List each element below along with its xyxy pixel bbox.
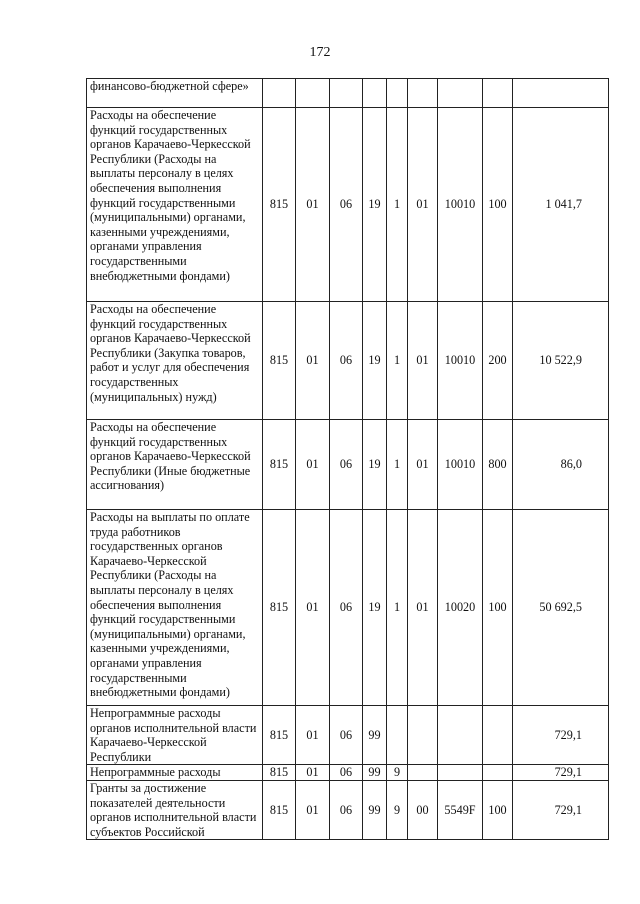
- code-cell-c2: 01: [296, 780, 330, 839]
- code-cell-c6: 01: [408, 420, 438, 510]
- code-cell-c3: 06: [330, 780, 363, 839]
- code-cell-c8: 100: [483, 108, 513, 302]
- code-cell-c4: 99: [363, 765, 387, 781]
- code-cell-c5: 1: [387, 108, 408, 302]
- table-row: [87, 79, 609, 108]
- code-cell-c2: 01: [296, 510, 330, 706]
- expense-name-cell: Расходы на обеспечение функций государственных органов Карачаево-Черкесской Республики (Расходы на выплаты персоналу в целях обеспечения выполнения функций государственными (муниципальными) органами, казенными учреждениями, органами управления государственными внебюджетными фондами): [87, 108, 263, 302]
- code-cell-c8: [483, 79, 513, 108]
- code-cell-c6: [408, 706, 438, 765]
- code-cell-c1: 815: [263, 302, 296, 420]
- budget-table: [86, 78, 609, 840]
- code-cell-c8: 100: [483, 510, 513, 706]
- code-cell-c3: [330, 79, 363, 108]
- code-cell-c8: 800: [483, 420, 513, 510]
- code-cell-c6: 00: [408, 780, 438, 839]
- table-row: [87, 108, 609, 302]
- code-cell-c7: 10010: [438, 302, 483, 420]
- expense-name-cell: Расходы на выплаты по оплате труда работников государственных органов Карачаево-Черкесской Республики (Расходы на выплаты персоналу в целях обеспечения выполнения функций государственными (муниципальными) органами, казенными учреждениями, органами управления государственными внебюджетными фондами): [87, 510, 263, 706]
- amount-cell: 729,1: [513, 765, 609, 781]
- code-cell-c1: 815: [263, 420, 296, 510]
- code-cell-c6: 01: [408, 108, 438, 302]
- code-cell-c5: 9: [387, 765, 408, 781]
- amount-cell: 729,1: [513, 780, 609, 839]
- table-row: [87, 510, 609, 706]
- code-cell-c7: [438, 765, 483, 781]
- code-cell-c8: 200: [483, 302, 513, 420]
- code-cell-c1: 815: [263, 510, 296, 706]
- code-cell-c3: 06: [330, 108, 363, 302]
- code-cell-c8: [483, 706, 513, 765]
- code-cell-c7: [438, 79, 483, 108]
- code-cell-c5: [387, 706, 408, 765]
- code-cell-c5: 1: [387, 302, 408, 420]
- code-cell-c3: 06: [330, 302, 363, 420]
- code-cell-c2: 01: [296, 420, 330, 510]
- code-cell-c3: 06: [330, 510, 363, 706]
- page-number: 172: [309, 45, 331, 60]
- expense-name-cell: Гранты за достижение показателей деятельности органов исполнительной власти субъектов Российской: [87, 780, 263, 839]
- code-cell-c5: 1: [387, 510, 408, 706]
- table-row: [87, 780, 609, 839]
- expense-name-cell: Непрограммные расходы органов исполнительной власти Карачаево-Черкесской Республики: [87, 706, 263, 765]
- code-cell-c2: 01: [296, 765, 330, 781]
- code-cell-c3: 06: [330, 706, 363, 765]
- code-cell-c4: 99: [363, 780, 387, 839]
- code-cell-c7: [438, 706, 483, 765]
- table-row: [87, 420, 609, 510]
- code-cell-c2: 01: [296, 302, 330, 420]
- code-cell-c2: 01: [296, 706, 330, 765]
- code-cell-c1: 815: [263, 108, 296, 302]
- expense-name-cell: Расходы на обеспечение функций государственных органов Карачаево-Черкесской Республики (Закупка товаров, работ и услуг для обеспечения государственных (муниципальных) нужд): [87, 302, 263, 420]
- table-row: [87, 765, 609, 781]
- table-row: [87, 706, 609, 765]
- code-cell-c4: 19: [363, 510, 387, 706]
- amount-cell: 86,0: [513, 420, 609, 510]
- code-cell-c7: 10010: [438, 108, 483, 302]
- code-cell-c7: 10020: [438, 510, 483, 706]
- amount-cell: 10 522,9: [513, 302, 609, 420]
- code-cell-c6: [408, 79, 438, 108]
- code-cell-c5: 9: [387, 780, 408, 839]
- code-cell-c1: [263, 79, 296, 108]
- code-cell-c7: 5549F: [438, 780, 483, 839]
- code-cell-c4: 19: [363, 302, 387, 420]
- code-cell-c7: 10010: [438, 420, 483, 510]
- code-cell-c5: [387, 79, 408, 108]
- code-cell-c5: 1: [387, 420, 408, 510]
- amount-cell: 50 692,5: [513, 510, 609, 706]
- expense-name-cell: Расходы на обеспечение функций государственных органов Карачаево-Черкесской Республики (Иные бюджетные ассигнования): [87, 420, 263, 510]
- amount-cell: 1 041,7: [513, 108, 609, 302]
- code-cell-c2: [296, 79, 330, 108]
- amount-cell: 729,1: [513, 706, 609, 765]
- code-cell-c3: 06: [330, 765, 363, 781]
- code-cell-c2: 01: [296, 108, 330, 302]
- code-cell-c8: 100: [483, 780, 513, 839]
- code-cell-c3: 06: [330, 420, 363, 510]
- code-cell-c4: 99: [363, 706, 387, 765]
- table-row: [87, 302, 609, 420]
- code-cell-c1: 815: [263, 765, 296, 781]
- code-cell-c4: 19: [363, 420, 387, 510]
- expense-name-cell: Непрограммные расходы: [87, 765, 263, 781]
- amount-cell: [513, 79, 609, 108]
- code-cell-c6: 01: [408, 302, 438, 420]
- code-cell-c1: 815: [263, 780, 296, 839]
- code-cell-c6: 01: [408, 510, 438, 706]
- code-cell-c1: 815: [263, 706, 296, 765]
- code-cell-c4: [363, 79, 387, 108]
- code-cell-c4: 19: [363, 108, 387, 302]
- code-cell-c8: [483, 765, 513, 781]
- code-cell-c6: [408, 765, 438, 781]
- expense-name-cell: финансово-бюджетной сфере»: [87, 79, 263, 108]
